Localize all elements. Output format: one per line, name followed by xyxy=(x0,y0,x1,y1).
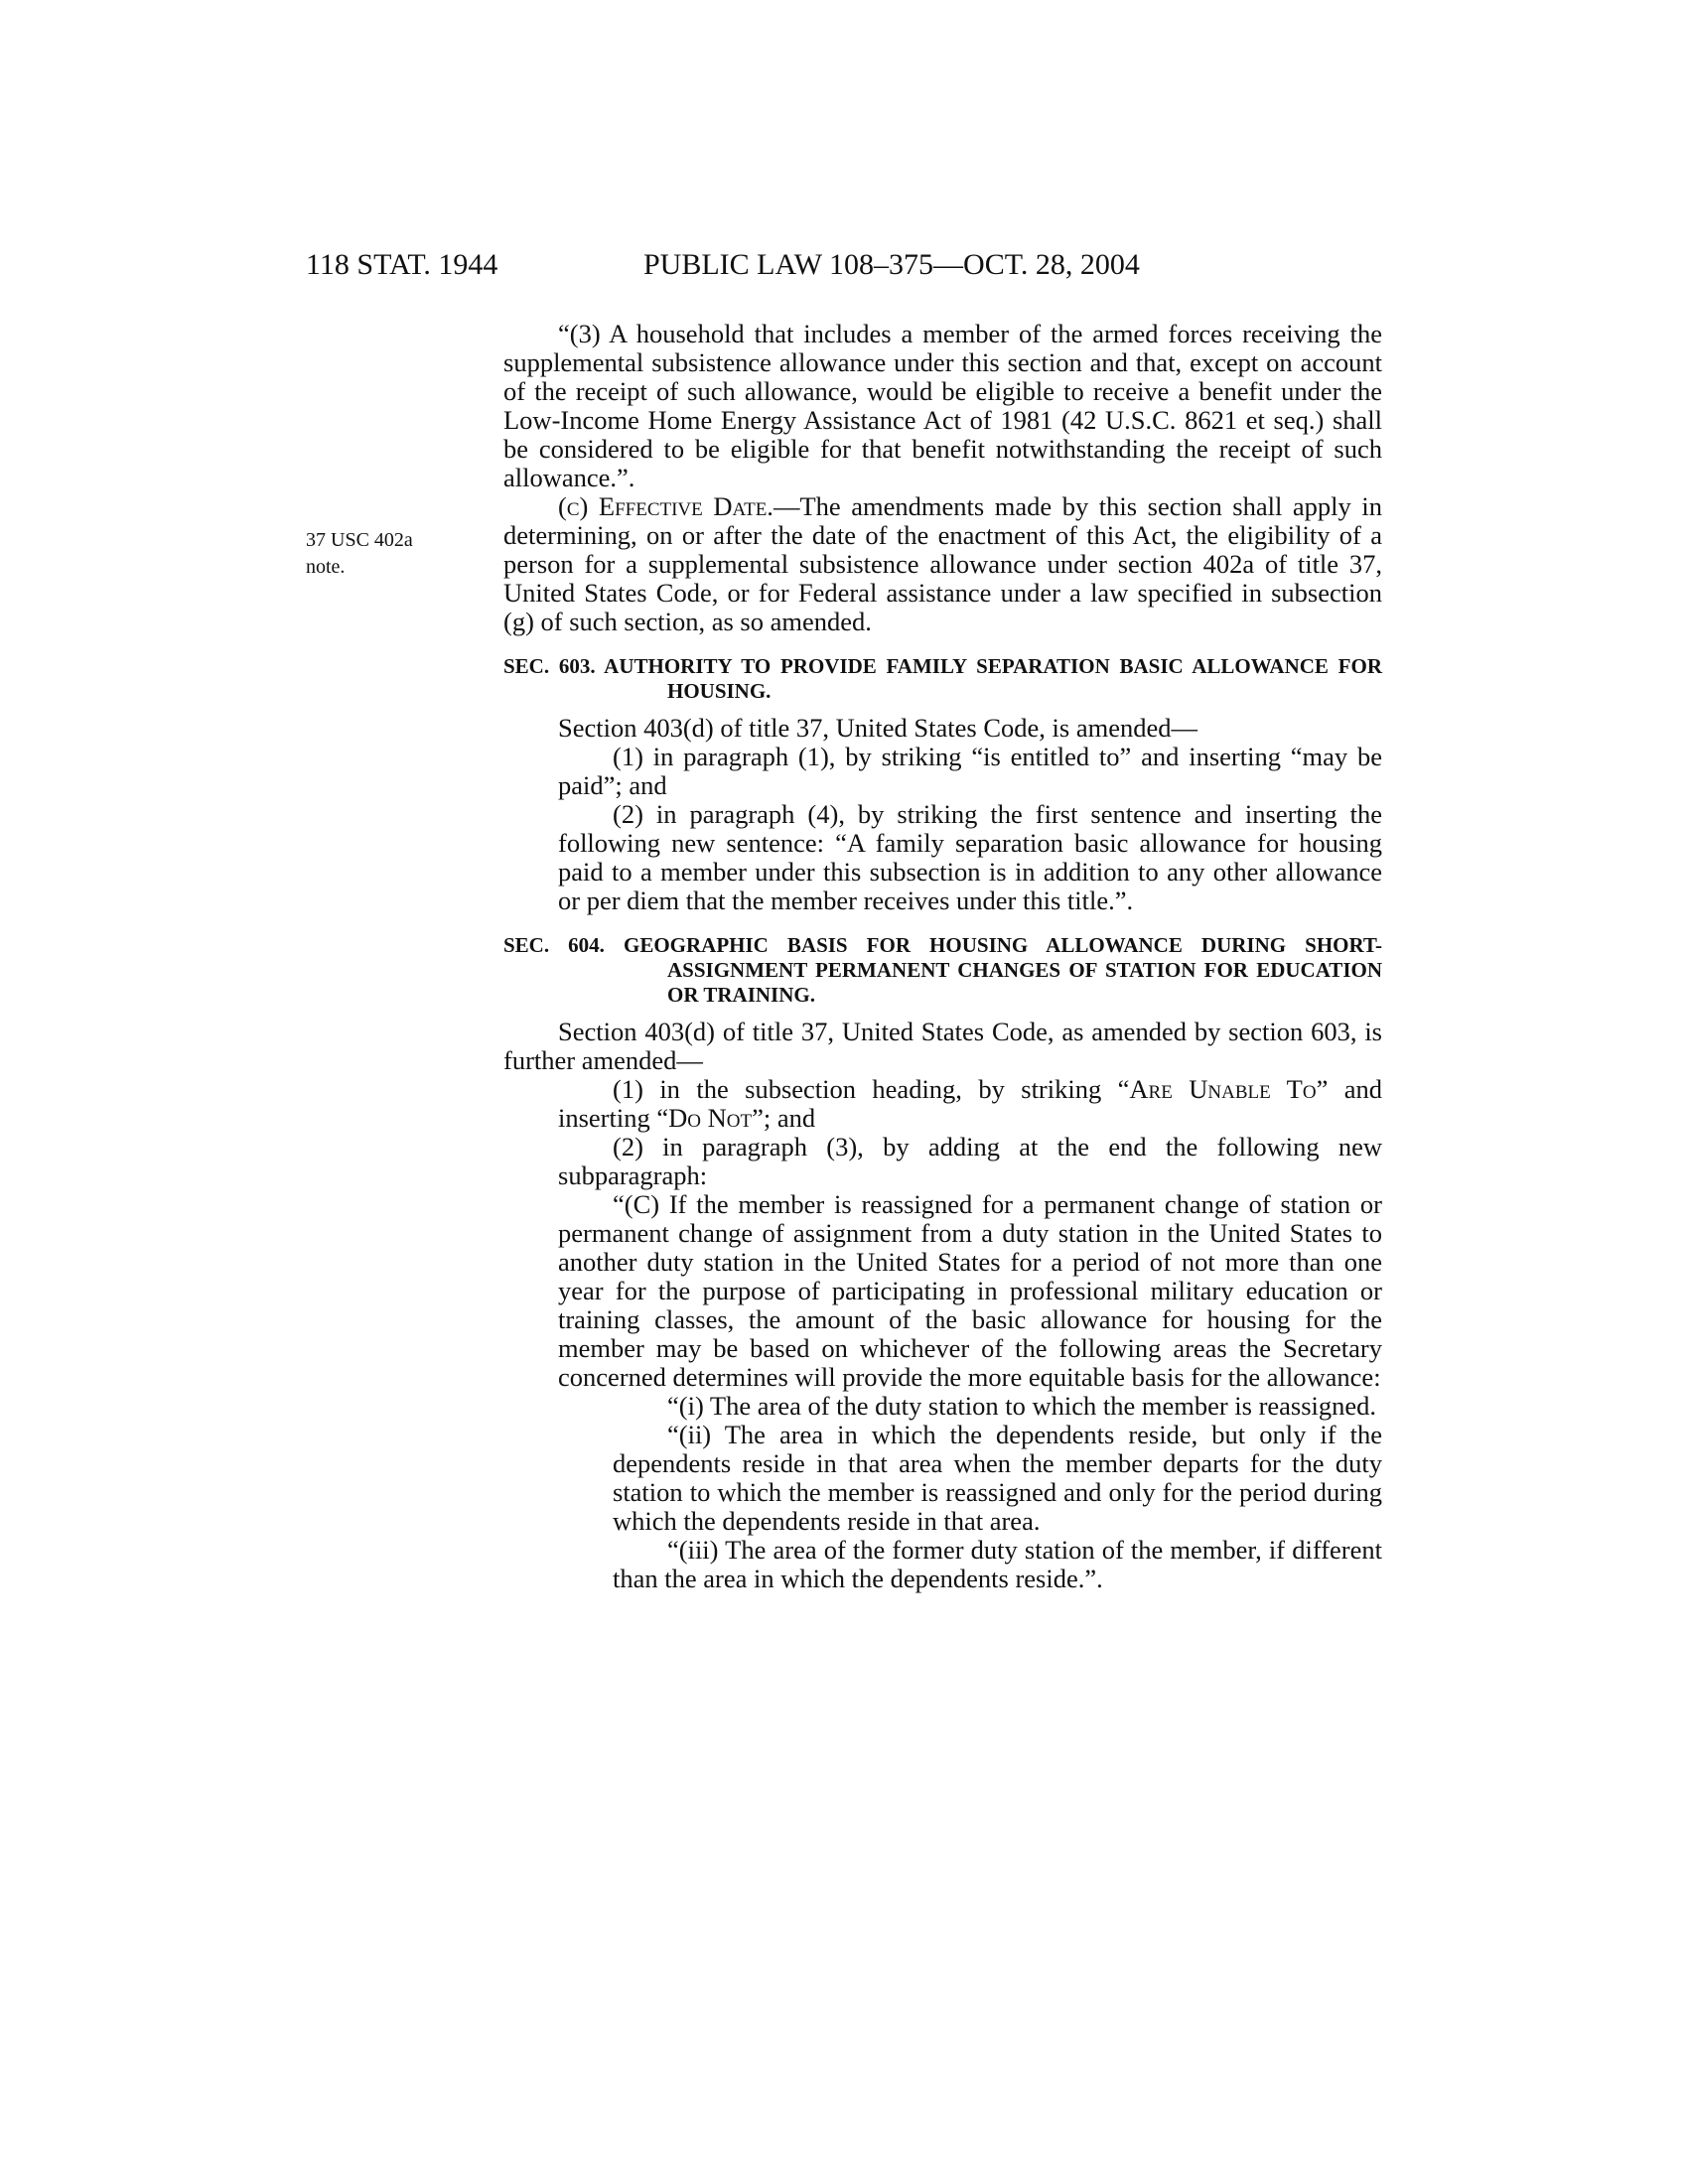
margin-note-suffix: note. xyxy=(306,556,346,578)
effective-date-label: (c) Effective Date. xyxy=(558,491,774,521)
sec-604-clause-i: “(i) The area of the duty station to which the member is reassigned. xyxy=(667,1391,1377,1421)
sec-604-subparagraph-c: “(C) If the member is reassigned for a permanent change of station or permanent change of assignment from a duty station in the United States to another duty station in the United States for a period of not more than one year for the purpose of participating in professional military education or training classes, the amount of the basic allowance for housing for the member may be based on whichever of the following areas the Secretary concerned determines will provide the more equitable basis for the allowance: xyxy=(558,1189,1382,1392)
sec-603-heading: SEC. 603. AUTHORITY TO PROVIDE FAMILY SEPARATION BASIC ALLOWANCE FOR HOUSING. xyxy=(503,654,1382,703)
sec-603-item-1: (1) in paragraph (1), by striking “is entitled to” and inserting “may be paid”; and xyxy=(558,742,1382,800)
effective-date-text: —The amendments made by this section shall apply in determining, on or after the date of the enactment of this Act, the eligibility of a person for a supplemental subsistence allowance under section 402a of title 37, United States Code, or for Federal assistance under a law specified in subsection (g) of such section, as so amended. xyxy=(503,491,1382,636)
sec-604-item-1-part-c: ”; and xyxy=(752,1103,816,1133)
margin-note xyxy=(306,527,440,581)
sec-604-item-1 xyxy=(503,1075,1382,1133)
public-law-title: PUBLIC LAW 108–375—OCT. 28, 2004 xyxy=(643,248,1140,281)
page-header xyxy=(306,248,1382,290)
sec-604-item-1-part-a: (1) in the subsection heading, by striking “ xyxy=(613,1074,1130,1104)
effective-date-paragraph xyxy=(503,492,1382,636)
sec-603-item-2: (2) in paragraph (4), by striking the first sentence and inserting the following new sentence: “A family separation basic allowance for housing paid to a member under this subsection is in addition to any other allowance or per diem that the member receives under this title.”. xyxy=(558,799,1382,915)
statute-reference: 118 STAT. 1944 xyxy=(306,248,498,281)
sec-603-intro: Section 403(d) of title 37, United States Code, is amended— xyxy=(558,713,1197,743)
sec-604-inserted-text: Do Not xyxy=(668,1103,753,1133)
sec-604-struck-text: Are Unable To xyxy=(1129,1074,1317,1104)
sec-604-heading: SEC. 604. GEOGRAPHIC BASIS FOR HOUSING ALLOWANCE DURING SHORT-ASSIGNMENT PERMANENT CHANGES OF STATION FOR EDUCATION OR TRAINING. xyxy=(503,933,1382,1007)
paragraph-3: “(3) A household that includes a member of the armed forces receiving the supplemental subsistence allowance under this section and that, except on account of the receipt of such allowance, would be eligible to receive a benefit under the Low-Income Home Energy Assistance Act of 1981 (42 U.S.C. 8621 et seq.) shall be considered to be eligible for that benefit notwithstanding the receipt of such allowance.”. xyxy=(503,319,1382,492)
sec-604-clause-iii: “(iii) The area of the former duty station of the member, if different than the area in which the dependents reside.”. xyxy=(613,1535,1382,1593)
sec-604-intro: Section 403(d) of title 37, United States Code, as amended by section 603, is further amended— xyxy=(503,1017,1382,1075)
sec-604-item-1-part-b: ” and inserting “ xyxy=(558,1074,1383,1133)
margin-note-citation: 37 USC 402a xyxy=(306,529,413,551)
sec-604-clause-ii: “(ii) The area in which the dependents reside, but only if the dependents reside in that area when the member departs for the duty station to which the member is reassigned and only for the period during which the dependents reside in that area. xyxy=(613,1420,1382,1536)
document-body xyxy=(503,320,1382,1593)
sec-604-item-2: (2) in paragraph (3), by adding at the end the following new subparagraph: xyxy=(558,1132,1382,1190)
